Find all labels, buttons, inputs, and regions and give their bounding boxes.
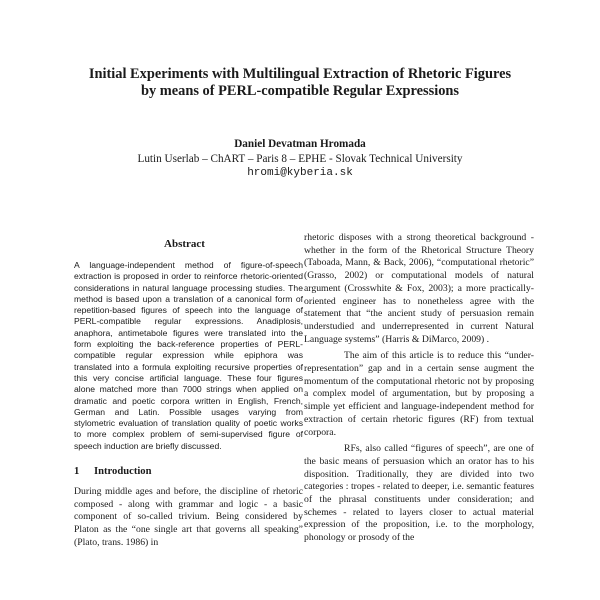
left-column xyxy=(66,232,303,550)
title-line-1: Initial Experiments with Multilingual Extraction of Rhetoric Figures xyxy=(88,66,512,82)
paragraph: The aim of this article is to reduce this “under-representation” gap and in a certain sense augment the momentum of the computational rhetoric not by proposing a complex model of argumentation, but by proposing a simple yet efficient and language-independent method for extraction of certain rhetoric figures (RF) from textual corpora. xyxy=(304,350,534,438)
author-email: hromi@kyberia.sk xyxy=(247,167,353,179)
section-title: Introduction xyxy=(94,466,152,478)
right-column xyxy=(304,232,534,549)
abstract-heading: Abstract xyxy=(164,238,205,250)
paragraph: rhetoric disposes with a strong theoretical background - whether in the form of the Rhetorical Structure Theory (Taboada, Mann, & Back, 2006), “computational rhetoric” (Grasso, 2002) or computational models of natural argument (Crosswhite & Fox, 2003); a more practically-oriented engineer has to nonetheless agree with the statement that “the ancient study of persuasion remain understudied and underrepresented in current Natural Language systems” (Harris & DiMarco, 2009) . xyxy=(304,232,534,345)
author-block xyxy=(40,137,560,181)
title-line-2: by means of PERL-compatible Regular Expressions xyxy=(140,83,460,99)
author-name: Daniel Devatman Hromada xyxy=(234,138,366,150)
right-column-text xyxy=(304,232,534,545)
paper-title xyxy=(40,66,560,100)
abstract-text: A language-independent method of figure-of-speech extraction is proposed in order to reinforce rhetoric-oriented considerations in natural language processing studies. The method is based upon a translation of a canonical form of repetition-based figures of speech into the language of PERL-compatible regular expressions. Anadiplosis, anaphora, antimetabole figures were translated into the form exploiting the back-reference properties of PERL-compatible regular expression while epiphora was translated into a formula exploiting recursive properties of this very concise artificial language. These four figures alone matched more than 7000 strings when applied on dramatic and poetic corpora written in English, French, German and Latin. Possible usages varying from stylometric evaluation of translation quality of poetic works to more complex problem of semi-supervised figure of speech induction are briefly discussed. xyxy=(74,260,303,451)
paragraph: RFs, also called “figures of speech”, are one of the basic means of persuasion which an orator has to his disposition. Traditionally, they are divided into two categories : tropes - related to deeper, i.e. semantic features of the phrasal constituents under consideration; and schemes - related to layers closer to actual material expression of the proposition, i.e. to the morphology, phonology or prosody of the xyxy=(304,443,534,544)
introduction-text: During middle ages and before, the discipline of rhetoric composed - along with grammar and logic - a basic component of so-called trivium. Being considered by Platon as the “one single art that governs all speaking” (Plato, trans. 1986) in xyxy=(74,486,303,548)
section-number: 1 xyxy=(74,466,80,478)
section-heading-introduction xyxy=(74,466,303,477)
author-affiliation: Lutin Userlab – ChART – Paris 8 – EPHE - Slovak Technical University xyxy=(137,152,463,165)
